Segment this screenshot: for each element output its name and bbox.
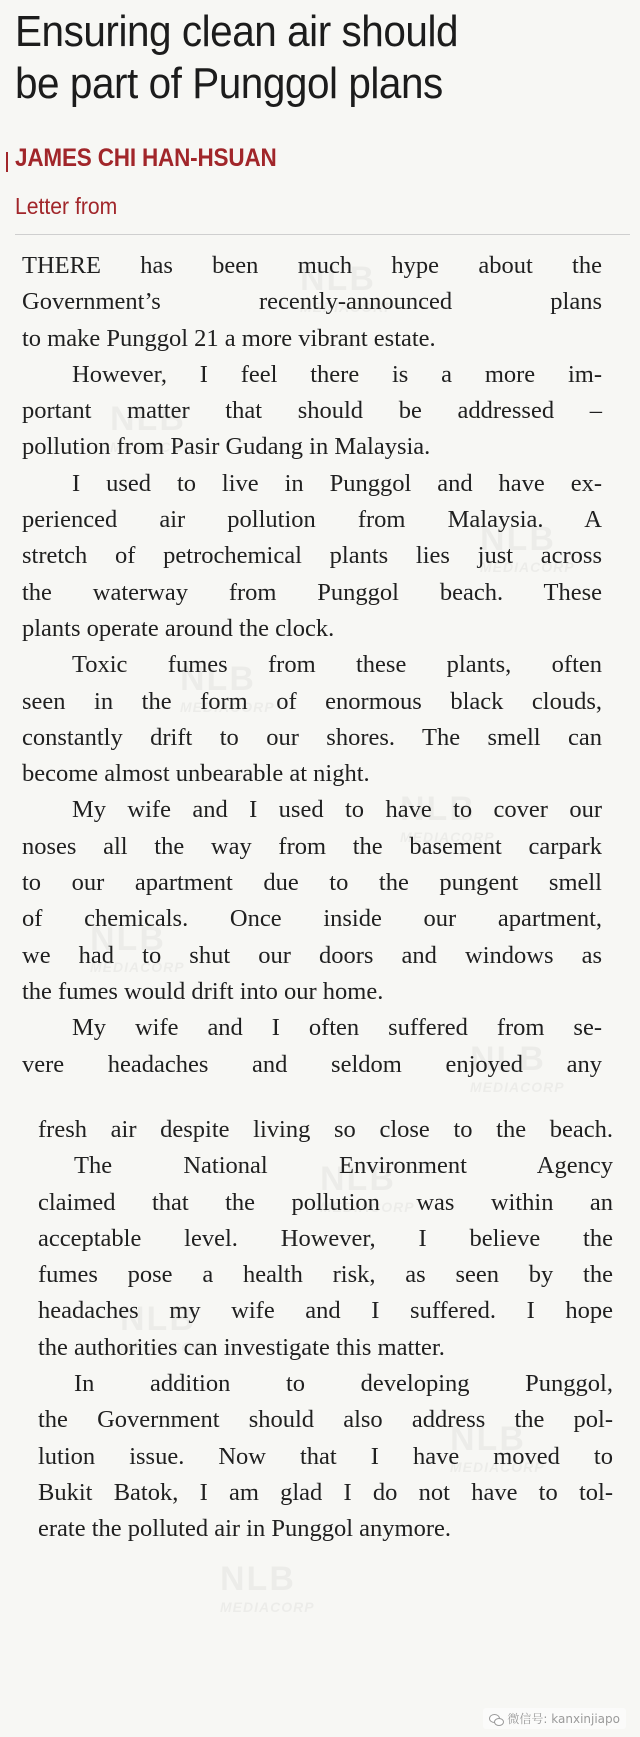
body-line: My wife and I used to have to cover our [72,796,602,824]
body-line: we had to shut our doors and windows as [22,941,602,969]
body-line: fumes pose a health risk, as seen by the [38,1261,613,1289]
source-stamp [483,1708,626,1729]
body-line: In addition to developing Punggol, [74,1370,613,1398]
body-line: to make Punggol 21 a more vibrant estate. [22,324,436,352]
body-line: fresh air despite living so close to the beach. [38,1116,613,1143]
body-line: stretch of petrochemical plants lies just across [22,542,602,570]
body-line: the waterway from Punggol beach. These [22,578,602,606]
body-line: portant matter that should be addressed – [22,397,602,425]
byline-marker [6,152,8,172]
body-line: THERE has been much hype about the [22,252,602,279]
wechat-icon [489,1713,503,1725]
body-line: the Government should also address the pol- [38,1406,613,1434]
body-line: Bukit Batok, I am glad I do not have to tol- [38,1478,613,1506]
divider [15,234,630,235]
headline-line-1: Ensuring clean air should [15,7,459,56]
article-body-column-2 [38,1112,613,1548]
body-line: The National Environment Agency [74,1152,613,1180]
byline: JAMES CHI HAN-HSUAN [15,144,277,172]
body-line: My wife and I often suffered from se- [72,1014,602,1042]
body-line: the fumes would drift into our home. [22,977,384,1005]
body-line: Government’s recently-announced plans [22,288,602,316]
headline [15,6,567,110]
body-line: constantly drift to our shores. The smell can [22,723,602,751]
letter-from-label: Letter from [15,193,118,219]
body-line: pollution from Pasir Gudang in Malaysia. [22,433,431,461]
body-line: to our apartment due to the pungent smell [22,869,602,897]
body-line: vere headaches and seldom enjoyed any [22,1050,602,1078]
body-line: become almost unbearable at night. [22,760,370,788]
body-line: However, I feel there is a more im- [72,360,602,388]
body-line: I used to live in Punggol and have ex- [72,469,602,497]
headline-line-2: be part of Punggol plans [15,59,443,108]
body-line: lution issue. Now that I have moved to [38,1442,613,1470]
article-body-column-1 [22,248,602,1083]
watermark-logo [220,1560,315,1615]
source-stamp-text: 微信号: kanxinjiapo [507,1712,620,1726]
body-line: plants operate around the clock. [22,614,335,642]
body-line: Toxic fumes from these plants, often [72,651,602,679]
body-line: claimed that the pollution was within an [38,1188,613,1216]
body-line: seen in the form of enormous black clouds, [22,687,602,715]
body-line: headaches my wife and I suffered. I hope [38,1297,613,1325]
body-line: of chemicals. Once inside our apartment, [22,905,602,933]
body-line: the authorities can investigate this matter. [38,1333,445,1361]
body-line: erate the polluted air in Punggol anymore. [38,1515,451,1543]
body-line: perienced air pollution from Malaysia. A [22,506,602,534]
body-line: noses all the way from the basement carpark [22,832,602,860]
body-line: acceptable level. However, I believe the [38,1224,613,1252]
